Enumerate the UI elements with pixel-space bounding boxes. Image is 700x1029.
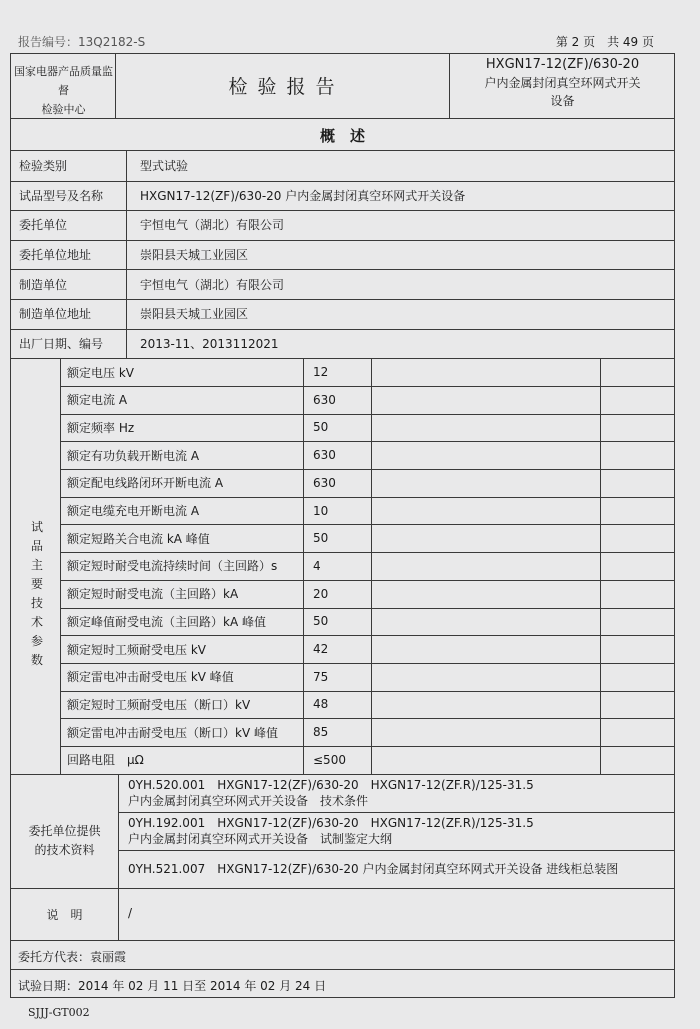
param-row: [60, 663, 675, 691]
param-value: 630: [313, 475, 336, 490]
info-row-label: 委托单位: [19, 218, 68, 233]
page-info: 第 2 页 共 49 页: [555, 35, 654, 49]
param-name: 额定短时工频耐受电压 kV: [67, 642, 206, 657]
param-value: ≤500: [313, 752, 346, 767]
info-row: [10, 269, 675, 299]
section-title: 概 述: [319, 127, 365, 145]
param-row: [60, 358, 675, 386]
issuing-org: 国家电器产品质量监督 检验中心: [14, 65, 113, 116]
param-name: 额定电缆充电开断电流 A: [67, 504, 200, 519]
param-row: [60, 691, 675, 719]
param-name: 额定电压 kV: [67, 365, 134, 380]
product-code: HXGN17-12(ZF)/630-20: [485, 57, 640, 72]
param-name: 额定短时工频耐受电压（断口）kV: [67, 697, 251, 712]
param-value: 4: [313, 558, 321, 573]
param-name: 额定配电线路闭环开断电流 A: [67, 476, 224, 491]
remark-label: 说 明: [46, 908, 83, 922]
info-row: [10, 181, 675, 211]
param-row: [60, 746, 675, 774]
param-value: 42: [313, 642, 329, 657]
param-value: 48: [313, 697, 329, 712]
info-row-value: 型式试验: [140, 159, 189, 174]
info-row-value: 2013-11、2013112021: [140, 336, 279, 351]
param-row: [60, 469, 675, 497]
remark-value: /: [128, 906, 133, 920]
param-row: [60, 441, 675, 469]
param-value: 75: [313, 669, 329, 684]
param-row: [60, 524, 675, 552]
info-row-label: 检验类别: [19, 159, 68, 174]
info-row-label: 制造单位地址: [19, 307, 92, 322]
client-representative: 委托方代表：袁丽霞: [18, 950, 127, 964]
docs-label: 委托单位提供 的技术资料: [28, 824, 101, 857]
doc-line-1: 0YH.192.001 HXGN17-12(ZF)/630-20 HXGN17-12(ZF.R)/125-31.5: [128, 815, 534, 830]
param-value: 50: [313, 420, 329, 435]
info-row-value: 宇恒电气（湖北）有限公司: [140, 218, 285, 233]
param-value: 12: [313, 365, 329, 380]
param-value: 630: [313, 448, 336, 463]
param-value: 50: [313, 531, 329, 546]
param-value: 630: [313, 392, 336, 407]
param-name: 额定有功负载开断电流 A: [67, 448, 200, 463]
footer-code: SJJJ-GT002: [28, 1006, 90, 1019]
info-row-value: HXGN17-12(ZF)/630-20 户内金属封闭真空环网式开关设备: [140, 188, 466, 203]
param-name: 额定峰值耐受电流（主回路）kA 峰值: [67, 614, 266, 629]
param-value: 50: [313, 614, 329, 629]
param-name: 额定电流 A: [67, 393, 128, 408]
doc-line-2: 户内金属封闭真空环网式开关设备 试制鉴定大纲: [128, 831, 393, 846]
info-row: [10, 240, 675, 270]
param-row: [60, 552, 675, 580]
param-name: 额定短时耐受电流（主回路）kA: [67, 587, 239, 602]
param-row: [60, 414, 675, 442]
doc-item: [128, 850, 673, 888]
doc-item: [128, 774, 673, 812]
param-row: [60, 608, 675, 636]
param-value: 10: [313, 503, 329, 518]
report-number: 报告编号：13Q2182-S: [18, 35, 146, 49]
param-row: [60, 635, 675, 663]
info-row-label: 制造单位: [19, 277, 68, 292]
param-row: [60, 718, 675, 746]
param-name: 额定频率 Hz: [67, 420, 135, 435]
info-row: [10, 299, 675, 329]
info-row-value: 崇阳县天城工业园区: [140, 248, 249, 263]
test-date: 试验日期：2014 年 02 月 11 日至 2014 年 02 月 24 日: [18, 979, 327, 993]
info-row: [10, 210, 675, 240]
doc-line-1: 0YH.520.001 HXGN17-12(ZF)/630-20 HXGN17-12(ZF.R)/125-31.5: [128, 777, 534, 792]
info-row-value: 宇恒电气（湖北）有限公司: [140, 277, 285, 292]
param-name: 额定雷电冲击耐受电压 kV 峰值: [67, 670, 234, 685]
info-row: [10, 329, 675, 359]
param-name: 额定短路关合电流 kA 峰值: [67, 531, 210, 546]
doc-line-1: 0YH.521.007 HXGN17-12(ZF)/630-20 户内金属封闭真空环网式开关设备 进线柜总装图: [128, 861, 619, 876]
param-name: 回路电阻 μΩ: [67, 753, 144, 768]
doc-line-2: 户内金属封闭真空环网式开关设备 技术条件: [128, 793, 369, 808]
param-value: 20: [313, 586, 329, 601]
param-row: [60, 580, 675, 608]
doc-item: [128, 812, 673, 850]
param-name: 额定雷电冲击耐受电压（断口）kV 峰值: [67, 725, 278, 740]
info-row-value: 崇阳县天城工业园区: [140, 307, 249, 322]
info-row-label: 出厂日期、编号: [19, 336, 104, 351]
param-row: [60, 497, 675, 525]
info-row-label: 委托单位地址: [19, 248, 92, 263]
product-name: 户内金属封闭真空环网式开关 设备: [484, 76, 641, 108]
param-name: 额定短时耐受电流持续时间（主回路）s: [67, 559, 278, 574]
report-title: 检 验 报 告: [228, 76, 337, 98]
info-row-label: 试品型号及名称: [19, 188, 104, 203]
param-row: [60, 386, 675, 414]
params-label: 试品主要技术参数: [30, 520, 43, 667]
info-row: [10, 151, 675, 181]
param-value: 85: [313, 725, 329, 740]
